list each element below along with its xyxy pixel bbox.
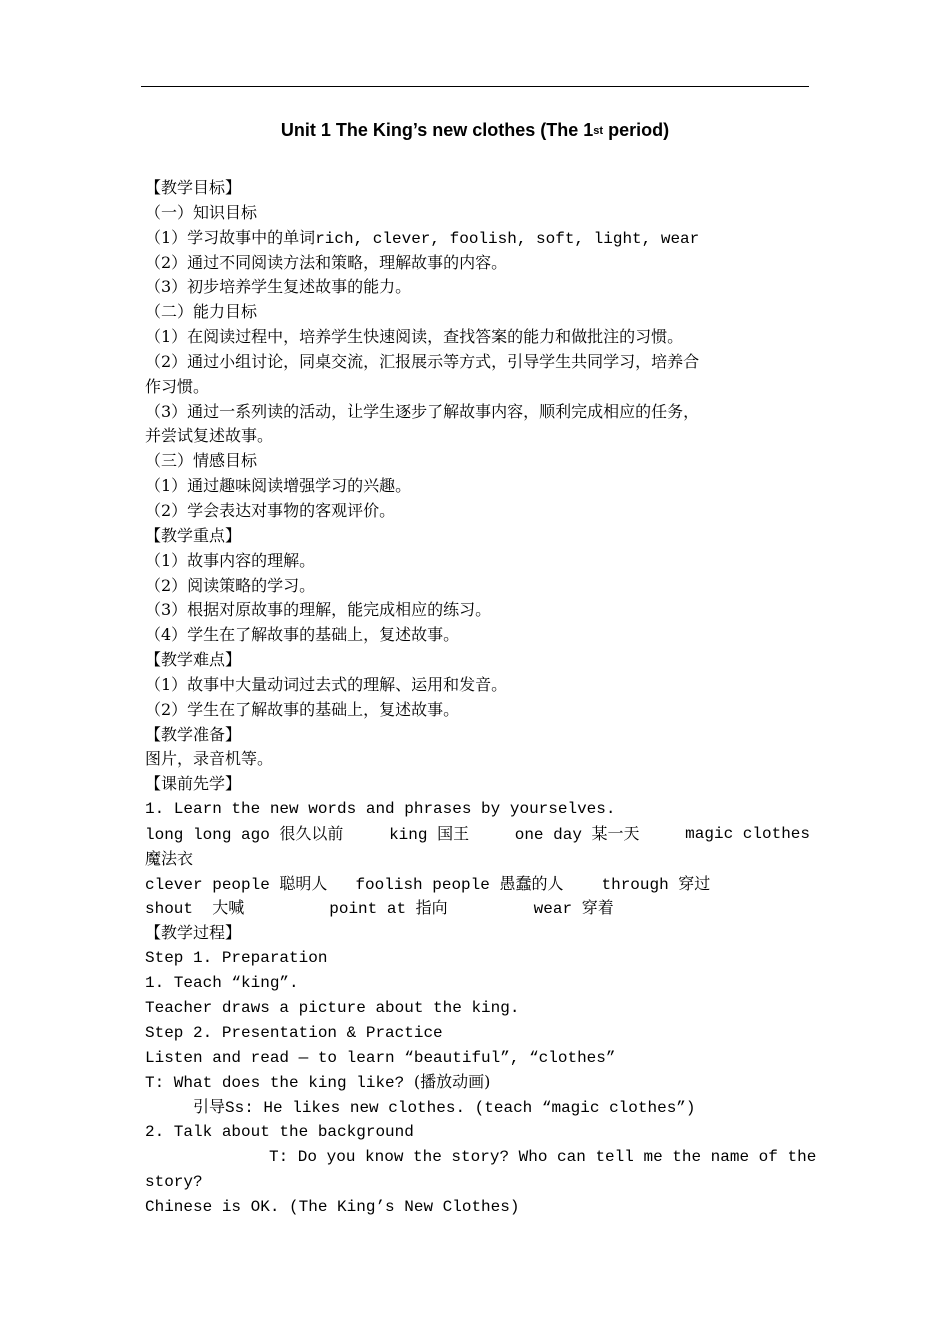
emotion-heading: （三）情感目标	[145, 451, 258, 471]
prestudy-heading: 【课前先学】	[145, 774, 242, 794]
knowledge-item-1: （1）学习故事中的单词rich, clever, foolish, soft, light, wear	[145, 227, 700, 248]
vocab-row-3: shout 大喊 point at 指向 wear 穿着	[145, 898, 614, 919]
ability-item-3-cont: 并尝试复述故事。	[145, 426, 274, 446]
knowledge-heading: （一）知识目标	[145, 202, 258, 222]
teacher-question: T: What does the king like? (播放动画)	[145, 1072, 491, 1093]
ability-item-2-cont: 作习惯。	[145, 376, 210, 396]
document-title: Unit 1 The King’s new clothes (The 1st period)	[280, 120, 670, 140]
vocab-item: one day 某一天	[514, 823, 640, 844]
ability-item-1: （1）在阅读过程中，培养学生快速阅读，查找答案的能力和做批注的习惯。	[145, 327, 684, 347]
step-1: Step 1. Preparation	[145, 949, 328, 968]
vocab-item: king 国王	[389, 823, 470, 844]
knowledge-item-2: （2）通过不同阅读方法和策略，理解故事的内容。	[145, 252, 508, 272]
key-point-2: （2）阅读策略的学习。	[145, 575, 316, 595]
vocab-row-2: clever people 聪明人 foolish people 愚蠢的人 through 穿过	[145, 873, 711, 894]
key-point-3: （3）根据对原故事的理解，能完成相应的练习。	[145, 600, 492, 620]
difficulties-heading: 【教学难点】	[145, 650, 242, 670]
emotion-item-2: （2）学会表达对事物的客观评价。	[145, 500, 396, 520]
teach-king: 1. Teach “king”.	[145, 974, 299, 992]
talk-background: 2. Talk about the background	[145, 1123, 414, 1142]
guide-line: 引导Ss: He likes new clothes. (teach “magic clothes”)	[193, 1097, 696, 1118]
vocab-row-1	[145, 822, 810, 847]
teacher-story-question: T: Do you know the story? Who can tell me the name of the	[269, 1147, 817, 1166]
key-points-heading: 【教学重点】	[145, 525, 242, 545]
difficulty-1: （1）故事中大量动词过去式的理解、运用和发音。	[145, 674, 508, 694]
difficulty-2: （2）学生在了解故事的基础上，复述故事。	[145, 699, 460, 719]
knowledge-item-3: （3）初步培养学生复述故事的能力。	[145, 277, 412, 297]
vocab-item: long long ago 很久以前	[145, 823, 344, 844]
teacher-draws: Teacher draws a picture about the king.	[145, 998, 520, 1017]
chinese-ok: Chinese is OK. (The King’s New Clothes)	[145, 1197, 520, 1216]
teacher-story-question-cont: story?	[145, 1172, 203, 1191]
step-2: Step 2. Presentation & Practice	[145, 1023, 443, 1042]
vocab-item: magic clothes	[685, 824, 810, 843]
key-point-1: （1）故事内容的理解。	[145, 550, 316, 570]
objectives-heading: 【教学目标】	[145, 178, 242, 197]
process-heading: 【教学过程】	[145, 923, 242, 943]
ability-item-2: （2）通过小组讨论，同桌交流，汇报展示等方式，引导学生共同学习，培养合	[145, 351, 700, 371]
preparation-text: 图片，录音机等。	[145, 749, 274, 769]
title-superscript: st	[593, 125, 604, 137]
emotion-item-1: （1）通过趣味阅读增强学习的兴趣。	[145, 476, 412, 496]
prestudy-line-1: 1. Learn the new words and phrases by yourselves.	[145, 800, 616, 819]
listen-and-read: Listen and read — to learn “beautiful”, “clothes”	[145, 1048, 616, 1067]
ability-item-3: （3）通过一系列读的活动，让学生逐步了解故事内容，顺利完成相应的任务，	[145, 401, 700, 421]
header-rule	[141, 86, 809, 87]
vocab-row-1-cont: 魔法衣	[145, 848, 194, 868]
preparation-heading: 【教学准备】	[145, 724, 242, 744]
key-point-4: （4）学生在了解故事的基础上，复述故事。	[145, 625, 460, 645]
document-body	[145, 176, 817, 1219]
ability-heading: （二）能力目标	[145, 302, 258, 322]
